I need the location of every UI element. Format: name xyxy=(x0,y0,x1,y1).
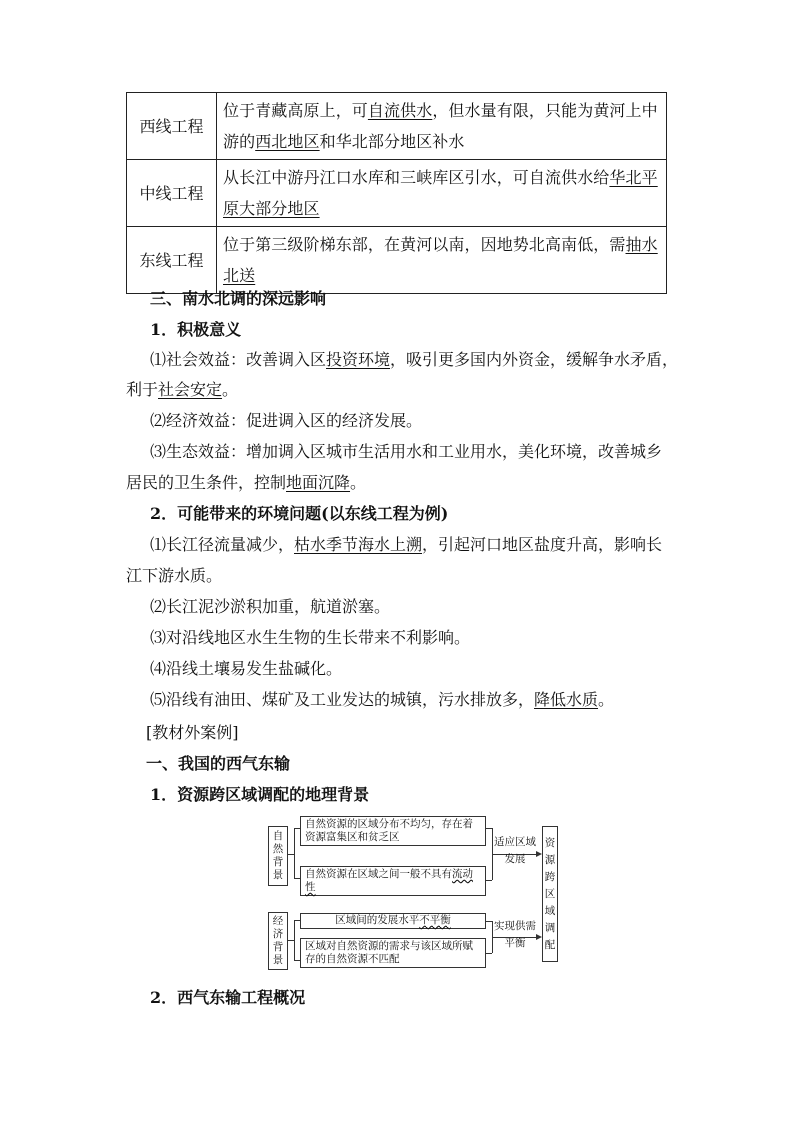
table-row xyxy=(127,93,667,160)
section-heading: 三、南水北调的深远影响 xyxy=(150,289,327,308)
route-name: 西线工程 xyxy=(127,93,217,160)
supply-demand-label: 实现供需 平衡 xyxy=(494,920,536,949)
paragraph: ⑶对沿线地区水生生物的生长带来不利影响。 xyxy=(150,628,471,647)
route-name: 东线工程 xyxy=(127,227,217,294)
connector xyxy=(294,828,295,878)
connector xyxy=(294,920,295,960)
route-desc: 从长江中游丹江口水库和三峡库区引水，可自流供水给华北平 原大部分地区 xyxy=(217,160,667,227)
paragraph: ⑷沿线土壤易发生盐碱化。 xyxy=(150,659,343,678)
paragraph: ⑵经济效益：促进调入区的经济发展。 xyxy=(150,411,423,430)
background-diagram xyxy=(268,816,558,974)
paragraph-continued: 江下游水质。 xyxy=(126,566,223,585)
paragraph: ⑶生态效益：增加调入区城市生活用水和工业用水，美化环境，改善城乡 xyxy=(150,442,663,461)
paragraph: ⑴长江径流量减少，枯水季节海水上溯，引起河口地区盐度升高，影响长 xyxy=(150,535,663,554)
connector xyxy=(486,880,492,881)
connector xyxy=(288,940,294,941)
case-tag: [教材外案例] xyxy=(146,723,239,742)
connector xyxy=(486,953,492,954)
paragraph: ⑸沿线有油田、煤矿及工业发达的城镇，污水排放多，降低水质。 xyxy=(150,690,615,709)
connector xyxy=(288,854,294,855)
uneven-distribution-box: 自然资源的区域分布不均匀，存在着 资源富集区和贫乏区 xyxy=(300,816,486,846)
subheading: 1．资源跨区域调配的地理背景 xyxy=(150,785,370,804)
paragraph-continued: 利于社会安定。 xyxy=(126,380,239,399)
paragraph: ⑵长江泥沙淤积加重，航道淤塞。 xyxy=(150,597,391,616)
economic-background-label: 经 济 背 景 xyxy=(268,912,288,970)
subheading: 2．可能带来的环境问题(以东线工程为例) xyxy=(150,504,449,523)
natural-background-label: 自 然 背 景 xyxy=(268,826,288,886)
route-name: 中线工程 xyxy=(127,160,217,227)
subheading: 2．西气东输工程概况 xyxy=(150,988,306,1007)
subheading: 1．积极意义 xyxy=(150,320,242,339)
paragraph-continued: 居民的卫生条件，控制地面沉降。 xyxy=(126,473,367,492)
resource-allocation-box: 资 源 跨 区 域 调 配 xyxy=(542,826,558,962)
demand-mismatch-box: 区域对自然资源的需求与该区域所赋 存的自然资源不匹配 xyxy=(300,938,486,968)
route-desc: 位于第三级阶梯东部，在黄河以南，因地势北高南低，需抽水 北送 xyxy=(217,227,667,294)
route-desc: 位于青藏高原上，可自流供水，但水量有限，只能为黄河上中 游的西北地区和华北部分地区补水 xyxy=(217,93,667,160)
route-table xyxy=(126,92,667,294)
development-imbalance-box: 区域间的发展水平不平衡 xyxy=(300,913,486,929)
non-mobility-box: 自然资源在区域之间一般不具有流动 性 xyxy=(300,866,486,896)
adapt-development-label: 适应区域 发展 xyxy=(494,836,536,865)
section-heading: 一、我国的西气东输 xyxy=(146,754,291,773)
paragraph: ⑴社会效益：改善调入区投资环境，吸引更多国内外资金，缓解争水矛盾， xyxy=(150,350,679,369)
table-row xyxy=(127,227,667,294)
table-row xyxy=(127,160,667,227)
